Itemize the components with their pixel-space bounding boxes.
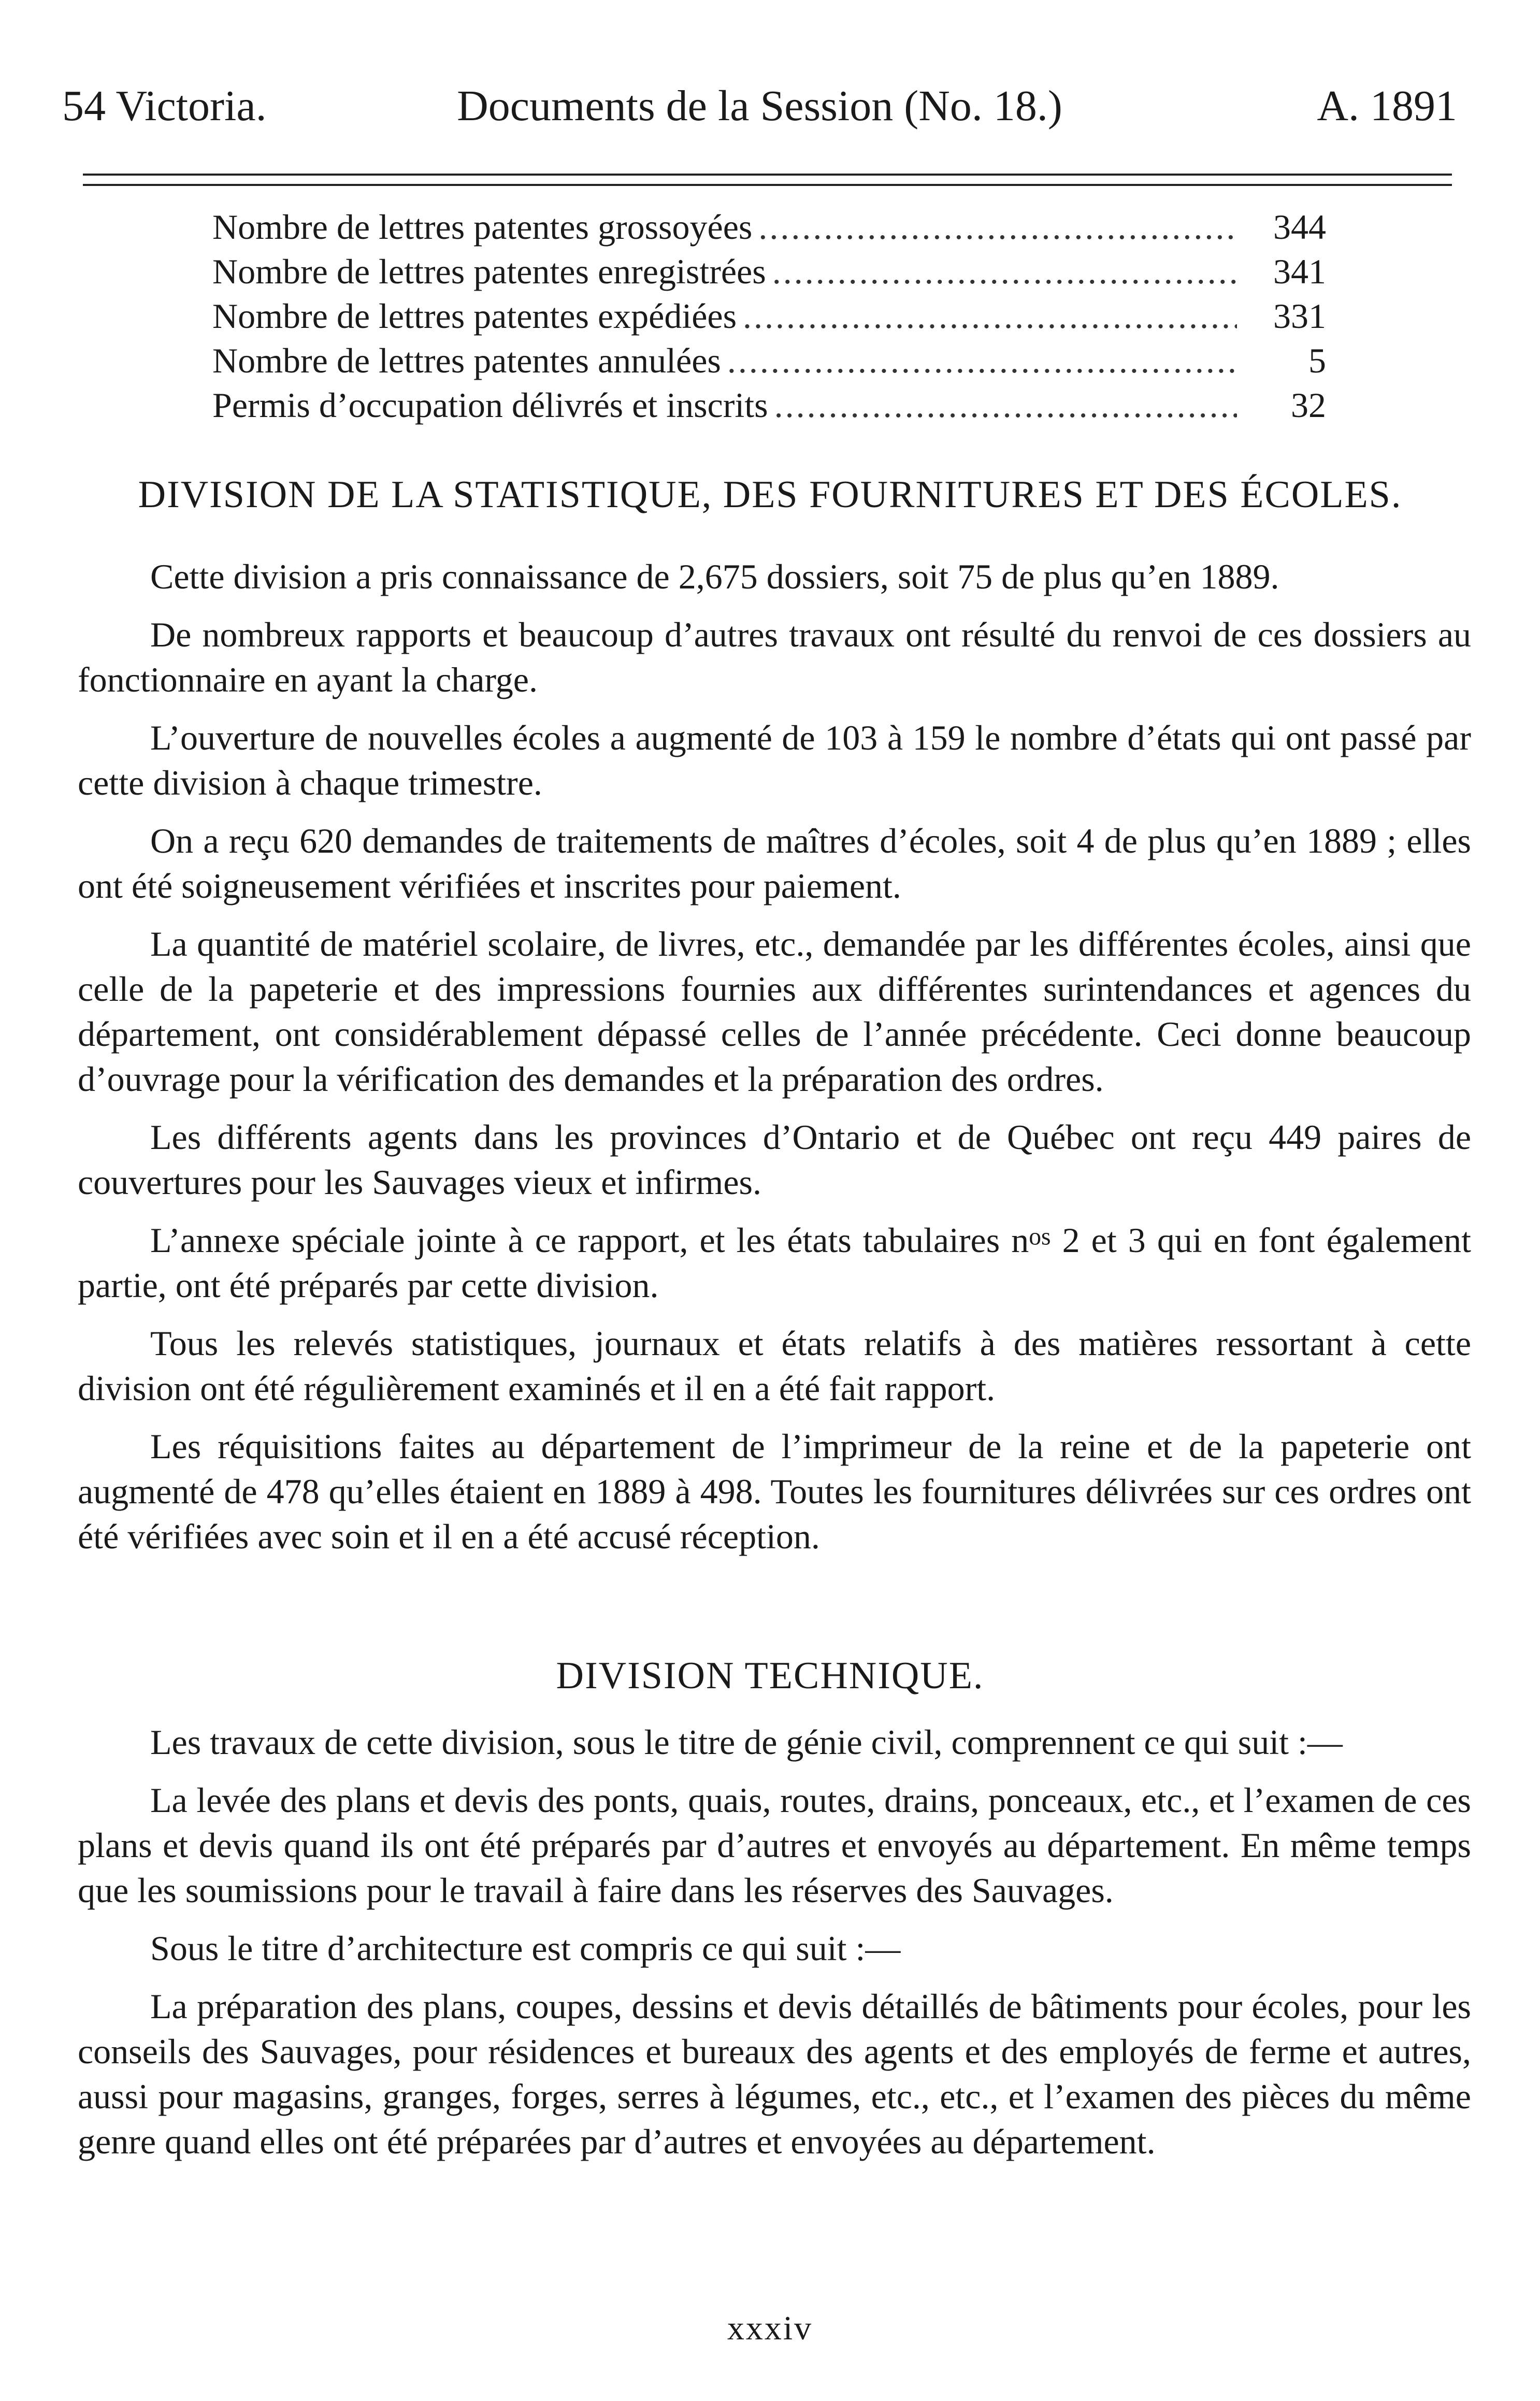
count-value: 5 <box>1308 341 1326 380</box>
paragraph: La quantité de matériel scolaire, de livres, etc., demandée par les différentes écoles, ainsi que celle de la papeterie et des impressions fournies aux différentes surintendances et agences du département, ont considérablement dépassé celles de l’année précédente. Ceci donne beaucoup d’ouvrage pour la vérification des demandes et la préparation des ordres. <box>78 924 1471 1099</box>
patent-counts-list <box>212 205 1326 427</box>
dot-leader <box>743 294 1237 338</box>
header-year: A. 1891 <box>1317 82 1457 130</box>
paragraph: L’ouverture de nouvelles écoles a augmenté de 103 à 159 le nombre d’états qui ont passé par cette division à chaque trimestre. <box>78 718 1471 802</box>
count-value: 341 <box>1273 252 1326 291</box>
count-label: Nombre de lettres patentes grossoyées <box>212 207 753 247</box>
dot-leader <box>727 338 1237 383</box>
annexe-superscript: os <box>1029 1223 1051 1250</box>
dot-leader <box>758 205 1237 249</box>
paragraph: On a reçu 620 demandes de traitements de maîtres d’écoles, soit 4 de plus qu’en 1889 ; elles ont été soigneusement vérifiées et inscrites pour paiement. <box>78 821 1471 905</box>
count-row <box>212 249 1326 294</box>
header-volume: 54 Victoria. <box>62 82 267 130</box>
count-value: 32 <box>1291 385 1326 425</box>
header-double-rule <box>83 174 1452 186</box>
dot-leader <box>772 249 1237 294</box>
paragraph: La préparation des plans, coupes, dessins et devis détaillés de bâtiments pour écoles, pour les conseils des Sauvages, pour résidences et bureaux des agents et des employés de ferme et autres, aussi pour magasins, granges, forges, serres à légumes, etc., etc., et l’examen des pièces du même genre quand elles ont été préparées par d’autres et envoyées au département. <box>78 1987 1471 2161</box>
section-heading-technique: DIVISION TECHNIQUE. <box>556 1655 984 1697</box>
count-row <box>212 205 1326 249</box>
count-label: Permis d’occupation délivrés et inscrits <box>212 385 768 425</box>
paragraph: Les différents agents dans les provinces d’Ontario et de Québec ont reçu 449 paires de couvertures pour les Sauvages vieux et infirmes. <box>78 1117 1471 1202</box>
count-value: 331 <box>1273 296 1326 336</box>
running-header <box>62 78 1457 135</box>
statistique-section-body <box>78 554 1471 1572</box>
header-title: Documents de la Session (No. 18.) <box>457 82 1062 130</box>
count-row <box>212 338 1326 383</box>
count-row <box>212 294 1326 338</box>
count-label: Nombre de lettres patentes enregistrées <box>212 252 766 291</box>
technique-section-body <box>78 1720 1471 2177</box>
count-value: 344 <box>1273 207 1326 247</box>
paragraph: Les travaux de cette division, sous le titre de génie civil, comprennent ce qui suit :— <box>150 1722 1343 1762</box>
paragraph: La levée des plans et devis des ponts, quais, routes, drains, ponceaux, etc., et l’examen de ces plans et devis quand ils ont été préparés par d’autres et envoyés au département. En même temps que les soumissions pour le travail à faire dans les réserves des Sauvages. <box>78 1780 1471 1910</box>
count-label: Nombre de lettres patentes annulées <box>212 341 721 380</box>
dot-leader <box>774 383 1237 427</box>
paragraph: Sous le titre d’architecture est compris ce qui suit :— <box>150 1929 901 1968</box>
page-number: xxxiv <box>727 2309 813 2347</box>
count-row <box>212 383 1326 427</box>
section-heading-statistique: DIVISION DE LA STATISTIQUE, DES FOURNITURES ET DES ÉCOLES. <box>138 473 1402 516</box>
annexe-text-start: L’annexe spéciale jointe à ce rapport, et les états tabulaires n <box>150 1220 1029 1260</box>
paragraph: Cette division a pris connaissance de 2,675 dossiers, soit 75 de plus qu’en 1889. <box>150 557 1279 596</box>
paragraph: Les réquisitions faites au département de l’imprimeur de la reine et de la papeterie ont augmenté de 478 qu’elles étaient en 1889 à 498. Toutes les fournitures délivrées sur ces ordres ont été vérifiées avec soin et il en a été accusé réception. <box>78 1427 1471 1556</box>
annexe-text-end: 2 et 3 qui en font également partie, ont été préparés par cette division. <box>78 1220 1471 1305</box>
paragraph: Tous les relevés statistiques, journaux et états relatifs à des matières ressortant à cette division ont été régulièrement examinés et il en a été fait rapport. <box>78 1324 1471 1408</box>
count-label: Nombre de lettres patentes expédiées <box>212 296 737 336</box>
paragraph-annexe <box>78 1218 1471 1308</box>
paragraph: De nombreux rapports et beaucoup d’autres travaux ont résulté du renvoi de ces dossiers au fonctionnaire en ayant la charge. <box>78 615 1471 699</box>
